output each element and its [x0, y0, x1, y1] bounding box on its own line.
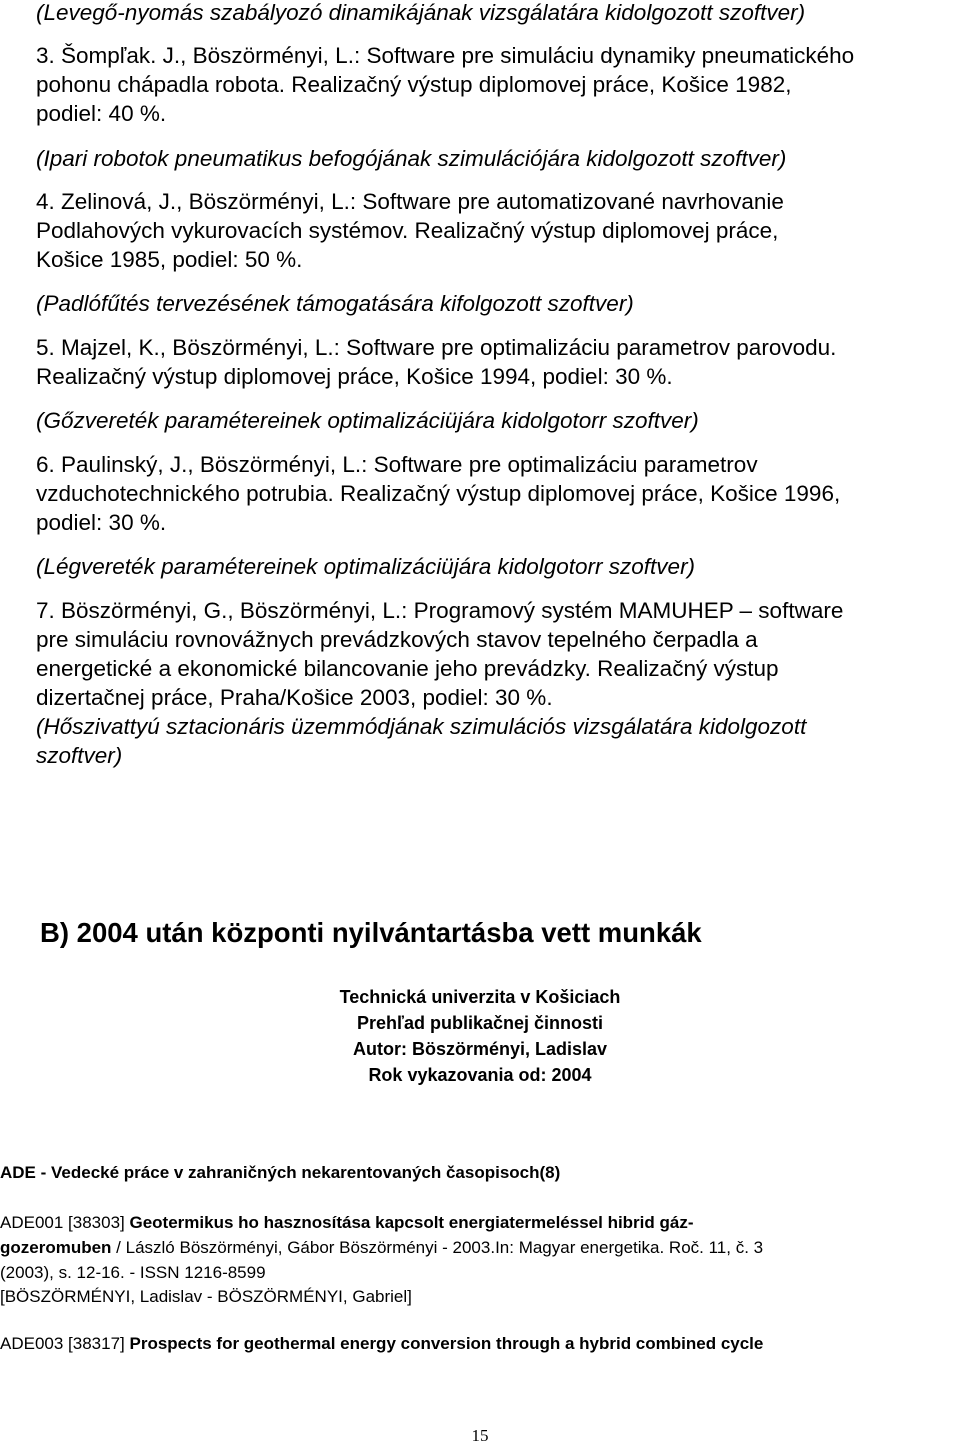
- ref-5-line-2: Realizačný výstup diplomovej práce, Košice 1994, podiel: 30 %.: [36, 364, 673, 389]
- ade001-title-2: gozeromuben: [0, 1238, 112, 1257]
- ref-5-number: 5.: [36, 335, 55, 360]
- ref-7-line-2: pre simuláciu rovnovážnych prevádzkových stavov tepelného čerpadla a: [36, 627, 758, 652]
- ref-7-line-3: energetické a ekonomické bilancovanie jeho prevádzky. Realizačný výstup: [36, 656, 779, 681]
- ref-3-number: 3.: [36, 43, 55, 68]
- ref-6-line-3: podiel: 30 %.: [36, 510, 167, 535]
- university-name: Technická univerzita v Košiciach: [339, 987, 621, 1007]
- ref-5-line-1: 5. Majzel, K., Böszörményi, L.: Software pre optimalizáciu parametrov parovodu.: [36, 335, 837, 360]
- ade001-line-1: [0, 1212, 694, 1234]
- ade001-line-2: gozeromuben / László Böszörményi, Gábor Böszörményi - 2003.In: Magyar energetika. Roč. 11, č. 3: [0, 1238, 764, 1257]
- ref-6-line-1: 6. Paulinský, J., Böszörményi, L.: Software pre optimalizáciu parametrov: [36, 452, 758, 477]
- publication-overview-title: Prehľad publikačnej činnosti: [357, 1013, 603, 1033]
- ref-7-line-4: dizertačnej práce, Praha/Košice 2003, podiel: 30 %.: [36, 685, 553, 710]
- ref-7-line-1: 7. Böszörményi, G., Böszörményi, L.: Programový systém MAMUHEP – software: [36, 598, 844, 623]
- ref-4-line-1: 4. Zelinová, J., Böszörményi, L.: Software pre automatizované navrhovanie: [36, 189, 784, 214]
- ade001-title-1: Geotermikus ho hasznosítása kapcsolt energiatermeléssel hibrid gáz-: [129, 1213, 694, 1232]
- ref-4-line-2: Podlahových vykurovacích systémov. Realizačný výstup diplomovej práce,: [36, 218, 779, 243]
- ref-3-line-2: pohonu chápadla robota. Realizačný výstup diplomovej práce, Košice 1982,: [36, 72, 792, 97]
- ade001-id: ADE001 [38303]: [0, 1213, 130, 1232]
- ref-3-line-3: podiel: 40 %.: [36, 101, 167, 126]
- ade001-line-3: (2003), s. 12-16. - ISSN 1216-8599: [0, 1263, 266, 1282]
- ade003-line-1: [0, 1333, 763, 1355]
- author-line: Autor: Böszörményi, Ladislav: [352, 1039, 608, 1059]
- page-number: 15: [471, 1426, 489, 1445]
- ade001-authors: [BÖSZÖRMÉNYI, Ladislav - BÖSZÖRMÉNYI, Gabriel]: [0, 1287, 412, 1306]
- top-note: (Levegő-nyomás szabályozó dinamikájának vizsgálatára kidolgozott szoftver): [36, 0, 806, 25]
- section-b-heading: B) 2004 után központi nyilvántartásba vett munkák: [40, 917, 702, 948]
- ref-3-line-1: 3. Šompľak. J., Böszörményi, L.: Software pre simuláciu dynamiky pneumatického: [36, 43, 855, 68]
- ref-4-note: (Padlófűtés tervezésének támogatására kifolgozott szoftver): [36, 291, 634, 316]
- ref-6-line-2: vzduchotechnického potrubia. Realizačný výstup diplomovej práce, Košice 1996,: [36, 481, 841, 506]
- ade003-id: ADE003 [38317]: [0, 1334, 130, 1353]
- ade003-title: Prospects for geothermal energy conversion through a hybrid combined cycle: [129, 1334, 764, 1353]
- ref-5-note: (Gőzvereték paramétereinek optimalizáciüjára kidolgotorr szoftver): [36, 408, 699, 433]
- ref-4-number: 4.: [36, 189, 55, 214]
- reporting-year-line: Rok vykazovania od: 2004: [368, 1065, 592, 1085]
- ref-7-number: 7.: [36, 598, 55, 623]
- ref-6-note: (Légvereték paramétereinek optimalizáciüjára kidolgotorr szoftver): [36, 554, 696, 579]
- ref-3-note: (Ipari robotok pneumatikus befogójának szimulációjára kidolgozott szoftver): [36, 146, 787, 171]
- ref-4-line-3: Košice 1985, podiel: 50 %.: [36, 247, 303, 272]
- ref-7-note-1: (Hőszivattyú sztacionáris üzemmódjának szimulációs vizsgálatára kidolgozott: [36, 714, 807, 739]
- ref-7-note-2: szoftver): [36, 743, 123, 768]
- ref-6-number: 6.: [36, 452, 55, 477]
- ade-heading: ADE - Vedecké práce v zahraničných nekarentovaných časopisoch(8): [0, 1163, 561, 1182]
